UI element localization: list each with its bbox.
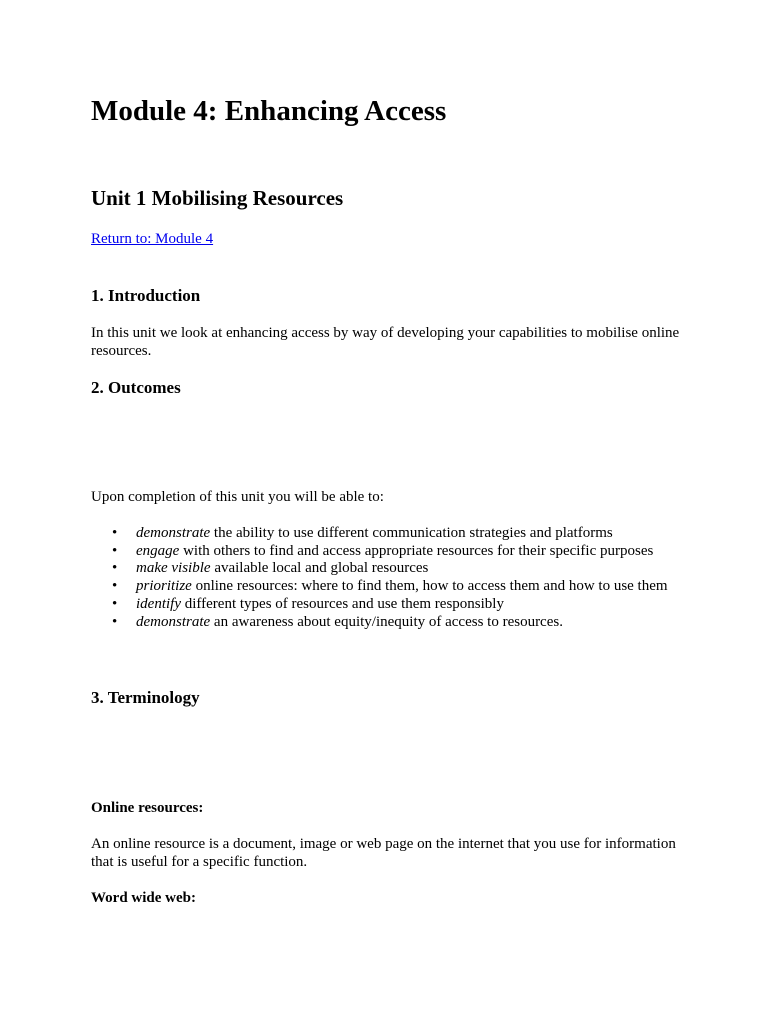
outcome-verb: engage: [136, 542, 180, 559]
outcome-verb: identify: [136, 595, 181, 612]
introduction-text: In this unit we look at enhancing access by way of developing your capabilities to mobilise online resources.: [91, 325, 680, 359]
list-item: [112, 525, 736, 543]
outcomes-list: [91, 525, 736, 631]
section-heading-terminology: 3. Terminology: [91, 688, 200, 707]
bullet-icon: •: [112, 595, 118, 612]
return-link[interactable]: Return to: Module 4: [91, 231, 214, 247]
outcome-text: with others to find and access appropriate resources for their specific purposes: [179, 542, 654, 559]
term-label-word-wide-web: Word wide web:: [91, 890, 196, 906]
list-item: [112, 542, 736, 561]
list-item: [112, 578, 736, 596]
list-item: [112, 560, 736, 578]
section-heading-outcomes: 2. Outcomes: [91, 378, 181, 397]
bullet-icon: •: [112, 525, 118, 541]
outcome-verb: make visible: [136, 560, 211, 577]
outcome-text: an awareness about equity/inequity of access to resources.: [210, 613, 563, 630]
outcome-text: different types of resources and use them responsibly: [181, 595, 504, 612]
page-title: Module 4: Enhancing Access: [91, 95, 447, 127]
bullet-icon: •: [112, 613, 118, 630]
outcome-verb: demonstrate: [136, 525, 211, 541]
section-heading-introduction: 1. Introduction: [91, 286, 201, 305]
bullet-icon: •: [112, 560, 118, 577]
outcome-text: online resources: where to find them, how to access them and how to use them: [191, 578, 668, 595]
list-item: [112, 613, 736, 632]
term-definition-online-resources: An online resource is a document, image or web page on the internet that you use for information that is useful for a specific function.: [91, 836, 676, 870]
term-label-online-resources: Online resources:: [91, 800, 204, 816]
bullet-icon: •: [112, 578, 118, 595]
outcome-text: the ability to use different communication strategies and platforms: [210, 525, 613, 541]
outcome-verb: prioritize: [136, 578, 192, 595]
outcome-verb: demonstrate: [136, 613, 211, 630]
list-item: [112, 595, 736, 614]
unit-title: Unit 1 Mobilising Resources: [91, 186, 344, 210]
outcomes-lead-text: Upon completion of this unit you will be able to:: [91, 489, 384, 505]
outcome-text: available local and global resources: [210, 560, 429, 577]
bullet-icon: •: [112, 542, 118, 559]
